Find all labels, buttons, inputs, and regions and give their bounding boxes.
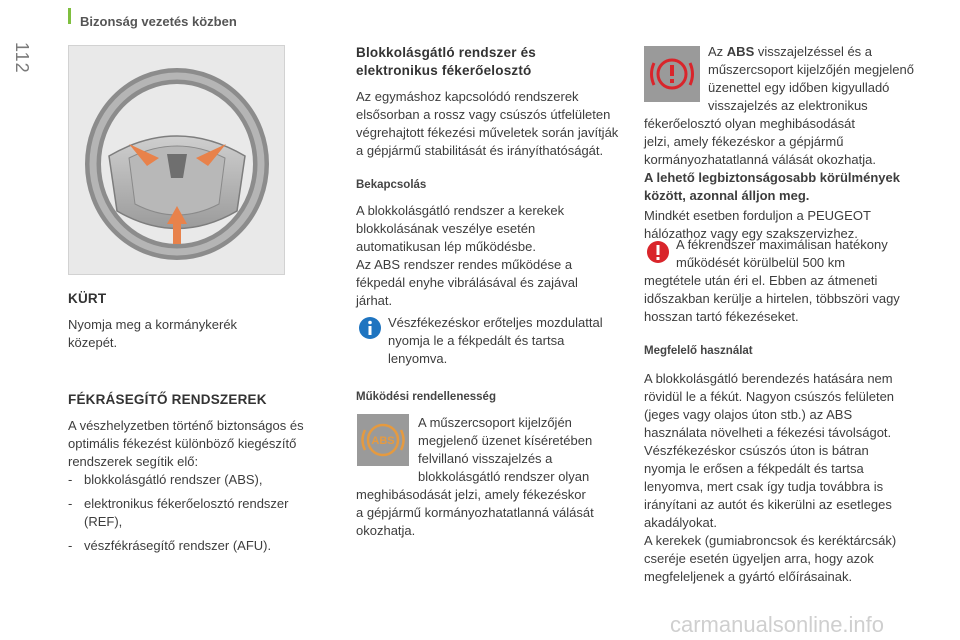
header-accent-bar [68,8,71,24]
fault-title: Működési rendellenesség [356,391,496,403]
brake-intro-line: optimális fékezést különböző kiegészítő [68,436,297,451]
warning-note-continued: megtétele után éri el. Ebben az átmeneti időszakban kerülje a hirtelen, többszöri vagy hosszan tartó fékezéseket. [644,273,900,324]
abs-warning-text: Az ABS visszajelzéssel és a műszercsoport kijelzőjén megjelenő üzenettel egy időben kigyulladó visszajelzés az elektronikus [708,44,914,113]
brake-warning-lamp [644,46,700,102]
proper-use-text: A blokkolásgátló berendezés hatására nem rövidül le a fékút. Nagyon csúszós felületen (jeges vagy olajos úton stb.) az ABS használata növelheti a fékezési távolságot. Vészfékezéskor csúszós úton is bátran nyomja le erősen a fékpedált és tartsa lenyomva, mert csak így tudja továbbra is irányítani az autót és kikerülni az esetleges akadályokat. A kerekek (gumiabroncsok és keréktárcsák) cseréje esetén ügyeljen arra, hogy azok megfeleljenek a gyártó előírásainak. [644,371,897,584]
list-item: - elektronikus fékerőelosztó rendszer [68,496,289,511]
info-note: Vészfékezéskor erőteljes mozdulattal nyomja le a fékpedált és tartsa lenyomva. [388,315,603,366]
brake-assist-title: FÉKRÁSEGÍTŐ RENDSZEREK [68,392,267,407]
horn-title: KÜRT [68,291,107,306]
warning-note: A fékrendszer maximálisan hatékony működését körülbelül 500 km [676,237,888,270]
page-number: 112 [12,42,32,74]
list-item: - vészfékrásegítő rendszer (AFU). [68,538,272,553]
info-icon [358,316,382,340]
list-item: (REF), [84,514,123,529]
horn-text: Nyomja meg a kormánykerék közepét. [68,317,238,350]
brake-intro-line: A vészhelyzetben történő biztonságos és [68,418,304,433]
abs-warning-lamp [357,414,409,466]
stop-warning: A lehető legbiztonságosabb körülmények között, azonnal álljon meg. [644,170,900,203]
watermark: carmanualsonline.info [670,612,885,637]
abs-intro: Az egymáshoz kapcsolódó rendszerek elsősorban a rossz vagy csúszós útfelületen végrehajtott fékezési műveletek során javítják a gépjármű stabilitását és irányíthatóságát. [356,89,619,158]
brake-warning-icon [644,46,700,102]
svg-text:ABS: ABS [371,435,395,447]
proper-use-title: Megfelelő használat [644,345,753,357]
contact-text: Mindkét esetben forduljon a PEUGEOT hálózathoz vagy egy szakszervizhez. [644,208,871,241]
fault-text-continued: meghibásodását jelzi, amely fékezéskor a gépjármű kormányozhatatlanná válását okozhatja. [356,487,594,538]
abs-icon [357,414,409,466]
activation-title: Bekapcsolás [356,179,427,191]
steering-wheel-illustration [68,45,285,275]
list-item: - blokkolásgátló rendszer (ABS), [68,472,263,487]
abs-title: Blokkolásgátló rendszer és elektronikus fékerőelosztó [356,45,537,78]
fault-text: A műszercsoport kijelzőjén megjelenő üzenet kíséretében felvillanó visszajelzés a blokkolásgátló rendszer olyan [418,415,593,484]
abs-warning-text-continued: fékerőelosztó olyan meghibásodását jelzi, amely fékezéskor a gépjármű kormányozhatatlanná válását okozhatja. [644,116,876,167]
section-title: Bizonság vezetés közben [80,14,237,29]
steering-wheel-icon [69,46,284,274]
warning-icon [646,240,670,264]
brake-intro-line: rendszerek segítik elő: [68,454,199,469]
activation-text: A blokkolásgátló rendszer a kerekek blokkolásának veszélye esetén automatikusan lép működésbe. Az ABS rendszer rendes működése a fékpedál enyhe vibrálásával és zajával járhat. [356,203,578,308]
